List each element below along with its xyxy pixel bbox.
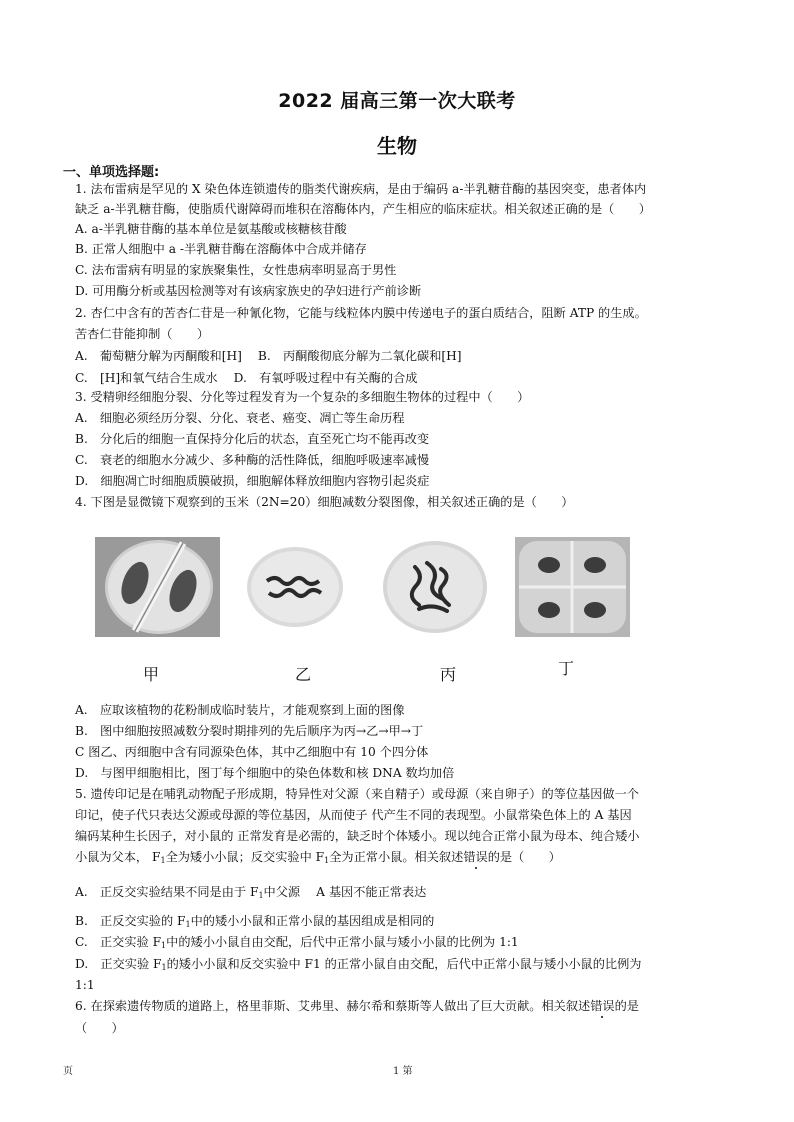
figure-label-yi: 乙 xyxy=(295,665,312,684)
q5-option-d: D. 正交实验 $F_1$的矮小小鼠和反交实验中 F1 的正常小鼠自由交配，后代中正常小鼠与矮小小鼠的比例为 xyxy=(75,957,642,972)
q5-option-a: A. 正反交实验结果不同是由于 $F_1$中父源 A 基因不能正常表达 xyxy=(75,885,427,900)
micrograph-jia xyxy=(95,537,220,637)
q4-option-a: A. 应取该植物的花粉制成临时装片，才能观察到上面的图像 xyxy=(75,703,405,717)
q1-option-c: C. 法布雷病有明显的家族聚集性，女性患病率明显高于男性 xyxy=(75,263,397,277)
micrograph-yi xyxy=(235,537,355,637)
emphasis-wrong: 错误 xyxy=(590,999,615,1013)
q2-options-cd: C. [H]和氧气结合生成水 D. 有氧呼吸过程中有关酶的合成 xyxy=(75,371,418,385)
q5-stem-line-3: 编码某种生长因子，对小鼠的 正常发育是必需的，缺乏时个体矮小。现以纯合正常小鼠为母本、纯合矮小 xyxy=(75,829,640,843)
q3-stem: 3. 受精卵经细胞分裂、分化等过程发育为一个复杂的多细胞生物体的过程中（ ） xyxy=(75,390,530,404)
figure-label-bing: 丙 xyxy=(440,665,457,684)
q2-stem-line-1: 2. 杏仁中含有的苦杏仁苷是一种氰化物，它能与线粒体内膜中传递电子的蛋白质结合，阻断 ATP 的生成。 xyxy=(75,306,647,320)
micrograph-bing xyxy=(375,537,495,637)
q2-options-ab: A. 葡萄糖分解为丙酮酸和[H] B. 丙酮酸彻底分解为二氧化碳和[H] xyxy=(75,349,462,363)
q3-option-d: D. 细胞凋亡时细胞质膜破损，细胞解体释放细胞内容物引起炎症 xyxy=(75,474,430,488)
q1-stem-line-1: 1. 法布雷病是罕见的 X 染色体连锁遗传的脂类代谢疾病，是由于编码 a-半乳糖苷酶的基因突变，患者体内 xyxy=(75,182,647,196)
q3-option-c: C. 衰老的细胞水分减少、多种酶的活性降低，细胞呼吸速率减慢 xyxy=(75,453,430,467)
exam-title: 2022 届高三第一次大联考 xyxy=(278,90,516,112)
q6-stem-line-1: 6. 在探索遗传物质的道路上，格里菲斯、艾弗里、赫尔希和蔡斯等人做出了巨大贡献。相关叙述错误的是 xyxy=(75,999,639,1013)
footer-left: 页 xyxy=(63,1066,73,1077)
q3-option-a: A. 细胞必须经历分裂、分化、衰老、癌变、凋亡等生命历程 xyxy=(75,411,405,425)
emphasis-wrong: 错误 xyxy=(463,850,488,864)
q4-option-b: B. 图中细胞按照减数分裂时期排列的先后顺序为丙→乙→甲→丁 xyxy=(75,724,424,738)
footer-page-number: 1 第 xyxy=(393,1066,413,1077)
q5-stem-line-4: 小鼠为父本， $F_1$全为矮小小鼠；反交实验中 $F_1$全为正常小鼠。相关叙述错误的是（ ） xyxy=(75,850,561,865)
micrograph-ding xyxy=(515,537,630,637)
q1-option-b: B. 正常人细胞中 a -半乳糖苷酶在溶酶体中合成并储存 xyxy=(75,242,367,256)
figure-label-jia: 甲 xyxy=(143,665,160,684)
q1-option-d: D. 可用酶分析或基因检测等对有该病家族史的孕妇进行产前诊断 xyxy=(75,284,422,298)
q3-option-b: B. 分化后的细胞一直保持分化后的状态，直至死亡均不能再改变 xyxy=(75,432,430,446)
q5-stem-line-2: 印记，使子代只表达父源或母源的等位基因，从而使子 代产生不同的表现型。小鼠常染色体上的 A 基因 xyxy=(75,808,632,822)
q5-option-c: C. 正交实验 $F_1$中的矮小小鼠自由交配，后代中正常小鼠与矮小小鼠的比例为 1:1 xyxy=(75,935,519,950)
micrograph-figure xyxy=(95,537,630,637)
q5-stem-line-1: 5. 遗传印记是在哺乳动物配子形成期，特异性对父源（来自精子）或母源（来自卵子）的等位基因做一个 xyxy=(75,787,639,801)
q5-option-d-cont: 1:1 xyxy=(75,978,95,992)
subject-title: 生物 xyxy=(377,134,417,158)
q6-stem-line-2: （ ） xyxy=(75,1021,124,1035)
q1-stem-line-2: 缺乏 a-半乳糖苷酶，使脂质代谢障碍而堆积在溶酶体内，产生相应的临床症状。相关叙述正确的是（ ） xyxy=(75,202,651,216)
section-heading: 一、单项选择题: xyxy=(63,165,160,180)
figure-label-ding: 丁 xyxy=(558,659,575,678)
q2-stem-line-2: 苦杏仁苷能抑制（ ） xyxy=(75,327,210,341)
q4-stem: 4. 下图是显微镜下观察到的玉米（2N=20）细胞减数分裂图像，相关叙述正确的是（ ） xyxy=(75,495,574,509)
q5-option-b: B. 正反交实验的 $F_1$中的矮小小鼠和正常小鼠的基因组成是相同的 xyxy=(75,914,435,929)
q4-option-d: D. 与图甲细胞相比，图丁每个细胞中的染色体数和核 DNA 数均加倍 xyxy=(75,766,455,780)
q1-option-a: A. a-半乳糖苷酶的基本单位是氨基酸或核糖核苷酸 xyxy=(75,222,347,236)
q4-option-c: C 图乙、丙细胞中含有同源染色体，其中乙细胞中有 10 个四分体 xyxy=(75,745,429,759)
